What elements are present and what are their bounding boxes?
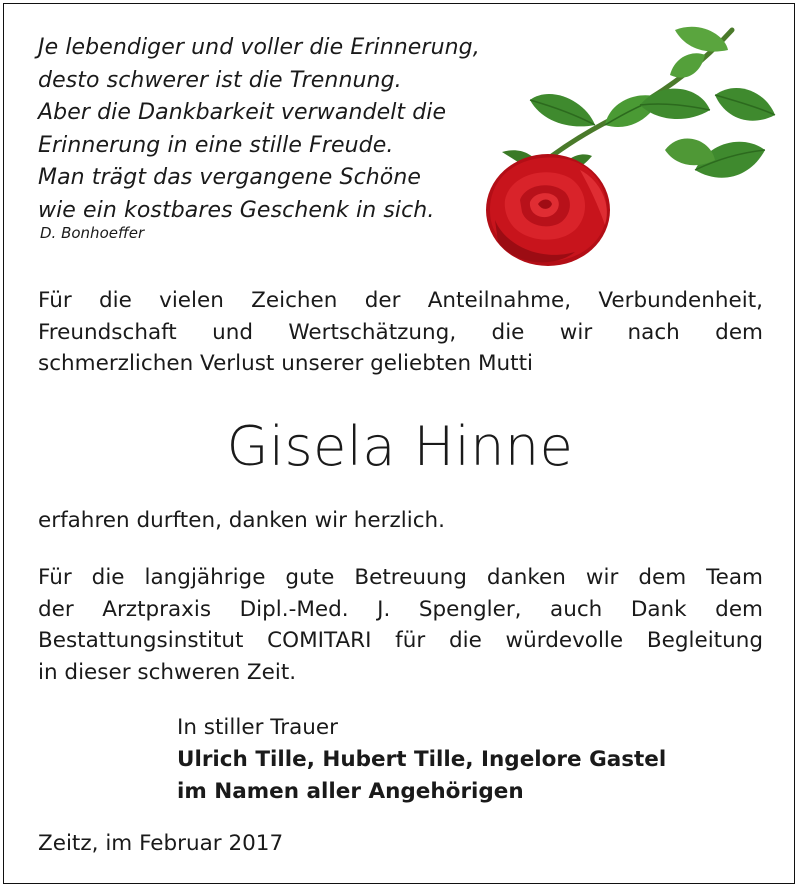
red-rose-image <box>470 20 790 270</box>
thanks-closing <box>38 505 763 537</box>
quote-author: D. Bonhoeffer <box>40 224 145 242</box>
text-line: der Arztpraxis Dipl.-Med. J. Spengler, auch Dank dem <box>38 596 763 622</box>
quote-line: Je lebendiger und voller die Erinnerung, <box>38 35 480 60</box>
text-line: erfahren durften, danken wir herzlich. <box>38 508 446 533</box>
bonhoeffer-quote <box>38 32 518 227</box>
place-date: Zeitz, im Februar 2017 <box>38 831 284 856</box>
quote-line: Aber die Dankbarkeit verwandelt die <box>38 100 447 125</box>
text-line: in dieser schweren Zeit. <box>38 659 297 685</box>
text-line: schmerzlichen Verlust unserer geliebten Mutti <box>38 351 533 376</box>
quote-line: desto schwerer ist die Trennung. <box>38 67 402 93</box>
text-line: Bestattungsinstitut COMITARI für die würdevolle Begleitung <box>38 628 763 653</box>
mourner-names: Ulrich Tille, Hubert Tille, Ingelore Gastel <box>177 747 667 772</box>
quote-line: wie ein kostbares Geschenk in sich. <box>38 197 435 223</box>
care-thanks-paragraph <box>38 562 763 688</box>
text-line: Freundschaft und Wertschätzung, die wir nach dem <box>38 319 763 345</box>
text-line: Für die vielen Zeichen der Anteilnahme, Verbundenheit, <box>38 288 763 313</box>
text-line: Für die langjährige gute Betreuung danken wir dem Team <box>38 565 763 590</box>
family-note: im Namen aller Angehörigen <box>177 779 524 804</box>
quote-line: Erinnerung in eine stille Freude. <box>38 132 394 158</box>
deceased-name: Gisela Hinne <box>226 415 574 478</box>
quote-line: Man trägt das vergangene Schöne <box>38 165 422 190</box>
mourners-block <box>177 712 666 808</box>
mourning-intro: In stiller Trauer <box>177 715 338 740</box>
thanks-paragraph <box>38 285 763 380</box>
